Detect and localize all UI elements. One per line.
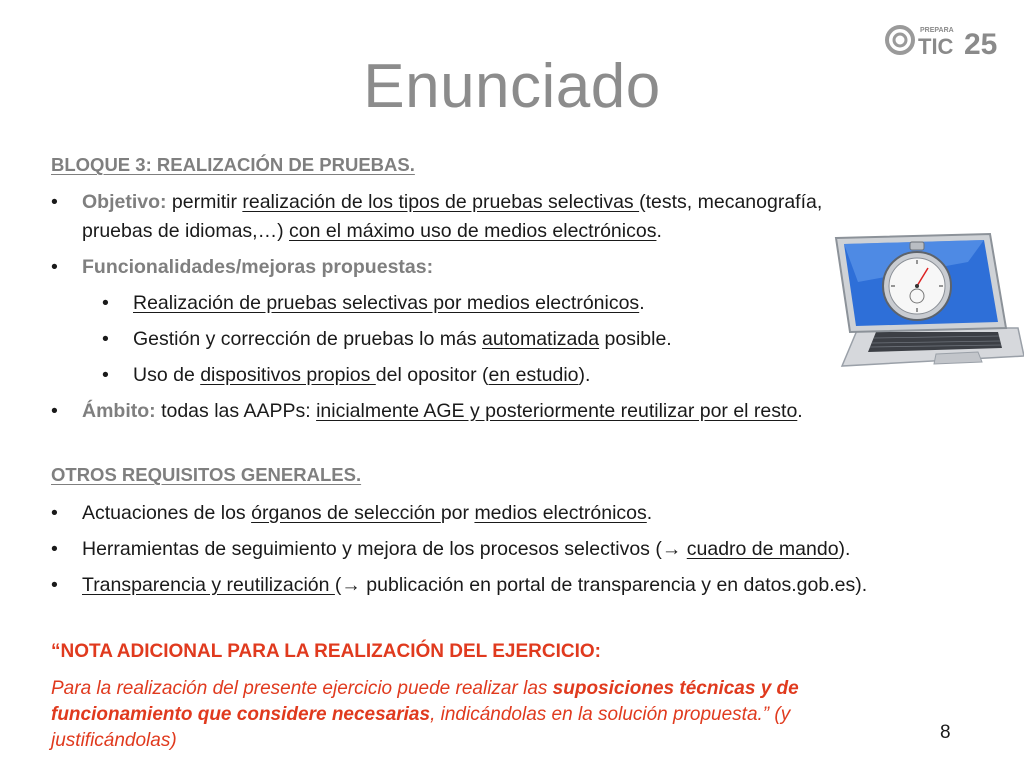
bullet: •	[51, 574, 58, 596]
objetivo-underlined-1: realización de los tipos de pruebas selectivas	[242, 191, 640, 213]
item-underlined: automatizada	[482, 328, 600, 350]
logo-top-word: PREPARA	[920, 27, 954, 34]
bullet: •	[51, 400, 58, 422]
ambito-text-2: .	[797, 400, 803, 422]
nota-line-2	[51, 702, 790, 728]
funcionalidades-label: Funcionalidades/mejoras propuestas:	[82, 256, 434, 278]
nota-bold: suposiciones técnicas y de	[552, 678, 799, 699]
bullet: •	[51, 191, 58, 213]
item-text: .	[639, 292, 645, 314]
item-underlined: Transparencia y reutilización	[82, 574, 335, 596]
slide-title: Enunciado	[363, 52, 661, 121]
objetivo-text-2: (tests, mecanografía,	[639, 191, 823, 213]
funcionalidad-item-3	[133, 362, 590, 388]
otros-item-3	[82, 572, 867, 598]
funcionalidad-item-1	[133, 290, 645, 316]
nota-heading: “NOTA ADICIONAL PARA LA REALIZACIÓN DEL EJERCICIO:	[51, 641, 601, 662]
arrow-right-icon: →	[661, 538, 682, 560]
item-text: Gestión y corrección de pruebas lo más	[133, 328, 483, 350]
logo-word: TIC	[918, 34, 954, 59]
item-underlined: dispositivos propios	[200, 364, 376, 386]
laptop-stopwatch-illustration	[828, 232, 1024, 380]
objetivo-text-4: .	[656, 220, 662, 242]
item-underlined: cuadro de mando	[686, 538, 839, 560]
item-underlined: órganos de selección	[251, 502, 441, 524]
otros-item-2	[82, 536, 850, 562]
prepara-tic-logo	[884, 18, 1010, 62]
objetivo-text-3: pruebas de idiomas,…)	[82, 220, 290, 242]
item-text: ).	[838, 538, 851, 560]
item-text: por	[440, 502, 475, 524]
bullet: •	[102, 364, 109, 386]
bullet: •	[102, 292, 109, 314]
objetivo-line-2	[82, 218, 662, 244]
bullet: •	[102, 328, 109, 350]
ambito-text: todas las AAPPs:	[155, 400, 317, 422]
item-text: (	[334, 574, 342, 596]
item-text: .	[646, 502, 653, 524]
item-underlined: medios electrónicos	[474, 502, 647, 524]
laptop-trackpad	[934, 352, 982, 364]
item-text: Uso de	[133, 364, 201, 386]
objetivo-label: Objetivo:	[82, 191, 167, 213]
nota-line-1	[51, 676, 799, 702]
bullet: •	[51, 538, 58, 560]
bullet: •	[51, 502, 58, 524]
otros-item-1	[82, 500, 652, 526]
otros-heading: OTROS REQUISITOS GENERALES.	[51, 464, 362, 485]
item-text: publicación en portal de transparencia y en datos.gob.es).	[360, 574, 868, 596]
funcionalidad-item-2	[133, 326, 672, 352]
item-text: del opositor (	[375, 364, 489, 386]
bloque3-heading: BLOQUE 3: REALIZACIÓN DE PRUEBAS.	[51, 154, 415, 175]
item-text: Herramientas de seguimiento y mejora de los procesos selectivos (	[82, 538, 662, 560]
arrow-right-icon: →	[341, 574, 361, 596]
item-text: posible.	[599, 328, 672, 350]
item-underlined: Realización de pruebas selectivas por medios electrónicos	[133, 292, 640, 314]
ambito-line	[82, 398, 803, 424]
item-text: ).	[578, 364, 591, 386]
bullet: •	[51, 256, 58, 278]
logo-number: 25	[964, 28, 998, 61]
nota-text: Para la realización del presente ejercicio puede realizar las	[51, 678, 553, 699]
objetivo-underlined-2: con el máximo uso de medios electrónicos	[289, 220, 657, 242]
nota-line-3: justificándolas)	[51, 730, 177, 751]
objetivo-line-1	[82, 189, 822, 215]
ambito-underlined: inicialmente AGE y posteriormente reutilizar por el resto	[316, 400, 798, 422]
nota-text: , indicándolas en la solución propuesta.” (y	[430, 704, 791, 725]
item-underlined: en estudio	[488, 364, 579, 386]
item-text: Actuaciones de los	[82, 502, 252, 524]
objetivo-text: permitir	[166, 191, 243, 213]
logo-ring-icon	[887, 27, 913, 53]
page-number: 8	[940, 722, 951, 743]
nota-bold: funcionamiento que considere necesarias	[51, 704, 431, 725]
ambito-label: Ámbito:	[82, 400, 156, 422]
